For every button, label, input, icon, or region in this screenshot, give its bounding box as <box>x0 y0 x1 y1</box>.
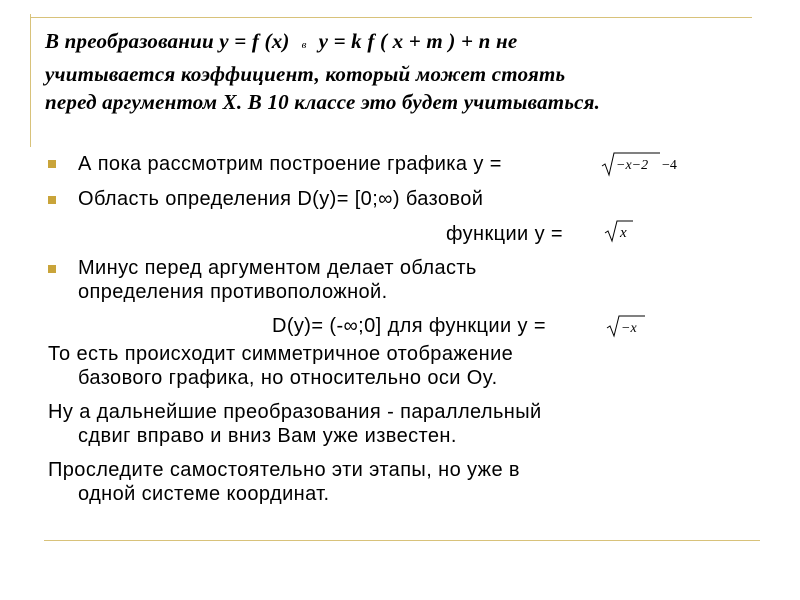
bullet-1-text: А пока рассмотрим построение графика y = <box>78 153 502 175</box>
title-line-3: перед аргументом Х. В 10 классе это будет учитываться. <box>45 90 601 114</box>
paragraph-2-line-1: Ну а дальнейшие преобразования - параллельный <box>48 401 542 423</box>
bullet-marker <box>48 265 56 273</box>
decorative-vertical-line <box>30 14 31 147</box>
paragraph-3-line-2: одной системе координат. <box>78 483 330 505</box>
bullet-3-text-line-2: определения противоположной. <box>78 281 388 303</box>
svg-text:−x−2: −x−2 <box>616 158 649 173</box>
formula-sqrt-x <box>603 218 635 244</box>
title-part-1: В преобразовании y = f (x) <box>45 29 290 53</box>
bullet-3-text: Минус перед аргументом делает область <box>78 257 477 279</box>
formula-sqrt-minus-x-minus-2-minus-4 <box>600 149 692 179</box>
decorative-bottom-line <box>44 540 760 541</box>
bullet-marker <box>48 160 56 168</box>
svg-text:−x: −x <box>621 321 637 336</box>
svg-text:−4: −4 <box>662 158 677 173</box>
paragraph-2-line-2: сдвиг вправо и вниз Вам уже известен. <box>78 425 457 447</box>
title-line-2: учитывается коэффициент, который может стоять <box>45 61 566 86</box>
title-small-v: в <box>301 39 307 51</box>
formula-sqrt-minus-x <box>605 313 647 339</box>
title-line-1 <box>45 27 760 60</box>
domain-neg-label: D(y)= (-∞;0] для функции y = <box>272 315 546 337</box>
bullet-marker <box>48 196 56 204</box>
slide-title <box>45 27 760 117</box>
bullet-2-text: Область определения D(y)= [0;∞) базовой <box>78 188 484 210</box>
func-y-label: функции y = <box>446 223 564 245</box>
paragraph-1-line-2: базового графика, но относительно оси Oy. <box>78 367 498 389</box>
decorative-top-line <box>30 17 752 18</box>
svg-text:x: x <box>620 225 627 241</box>
paragraph-3-line-1: Проследите самостоятельно эти этапы, но уже в <box>48 459 520 481</box>
title-part-2: y = k f ( x + m ) + n не <box>318 29 518 53</box>
paragraph-1-line-1: То есть происходит симметричное отображение <box>48 343 514 365</box>
